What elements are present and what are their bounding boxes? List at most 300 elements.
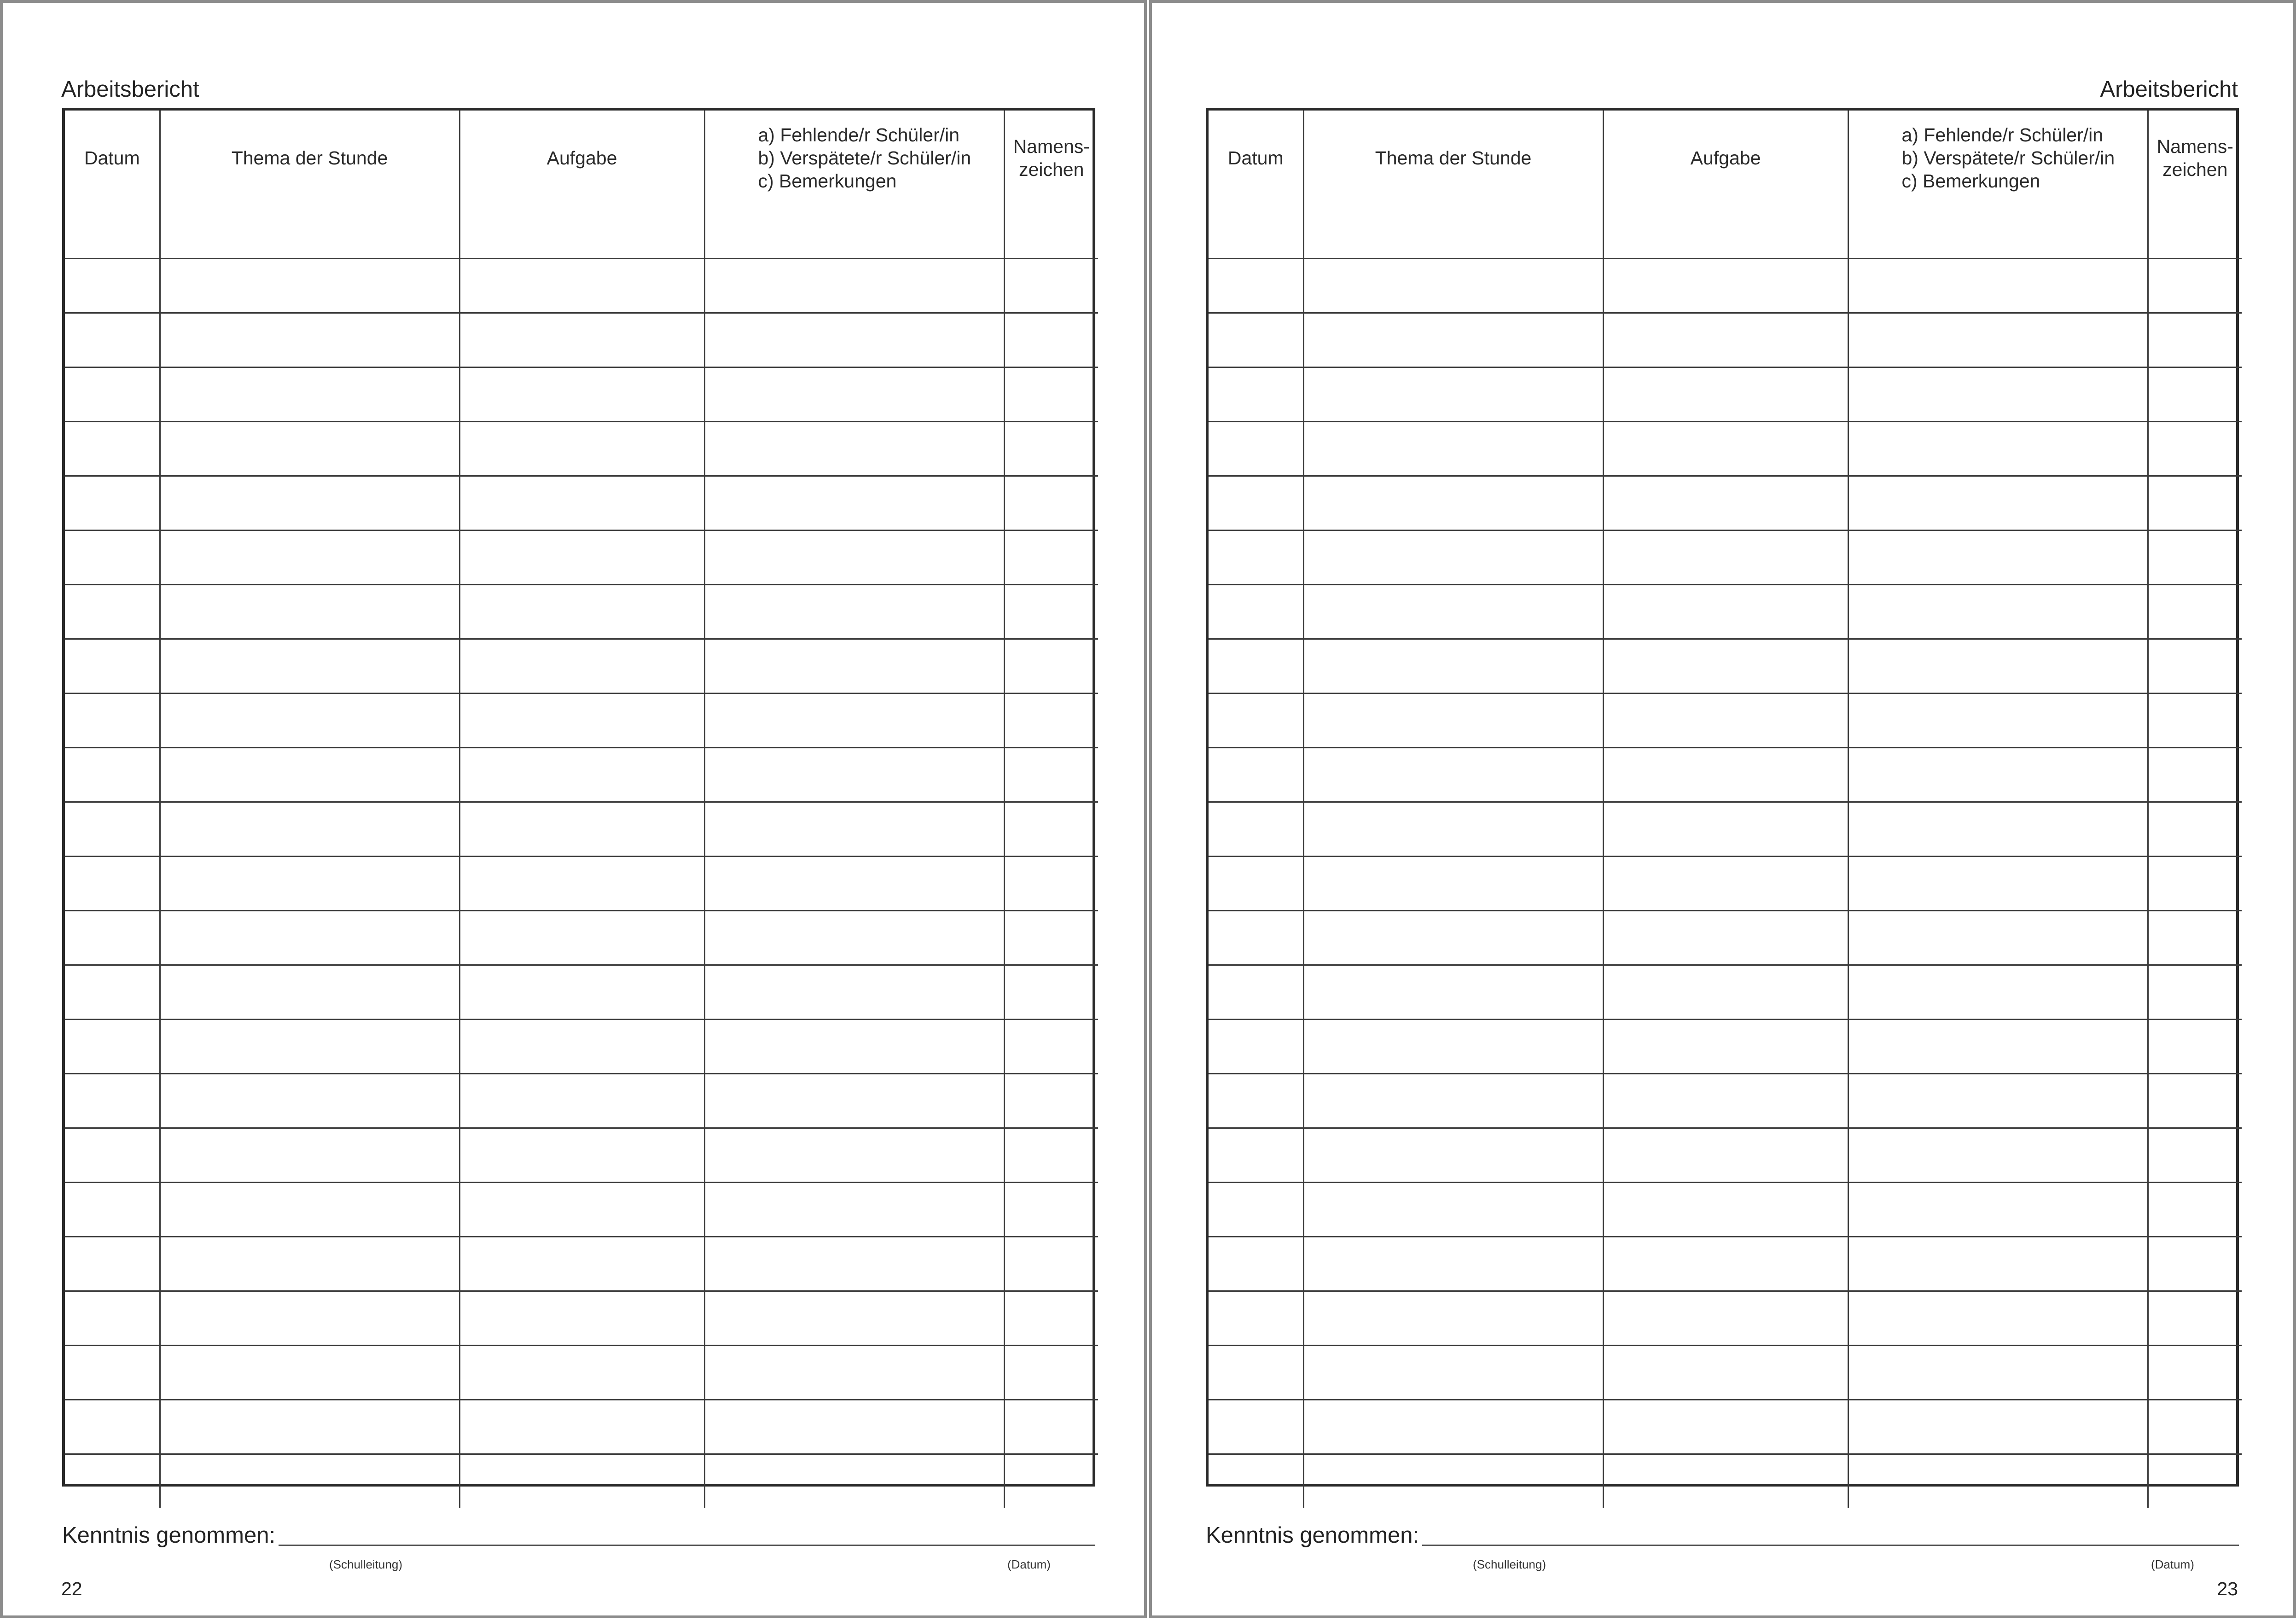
cell-thema[interactable]: [1303, 1128, 1603, 1183]
header-absence-line: a) Fehlende/r Schüler/in: [758, 124, 960, 146]
cell-datum[interactable]: [1209, 911, 1303, 965]
cell-aufgabe[interactable]: [1603, 748, 1848, 802]
cell-namenszeichen[interactable]: [2148, 694, 2242, 748]
cell-namenszeichen[interactable]: [2148, 1291, 2242, 1346]
signature-line[interactable]: [279, 1545, 1095, 1546]
cell-absence[interactable]: [704, 259, 1004, 313]
cell-aufgabe[interactable]: [1603, 585, 1848, 639]
cell-absence[interactable]: [1848, 1020, 2148, 1074]
cell-thema[interactable]: [1303, 1291, 1603, 1346]
cell-aufgabe[interactable]: [459, 802, 704, 857]
cell-namenszeichen[interactable]: [1004, 965, 1098, 1020]
cell-absence[interactable]: [704, 313, 1004, 367]
cell-absence[interactable]: [704, 1237, 1004, 1291]
cell-namenszeichen[interactable]: [1004, 1128, 1098, 1183]
cell-thema[interactable]: [160, 639, 459, 694]
table-row: [65, 694, 1098, 748]
cell-namenszeichen[interactable]: [1004, 585, 1098, 639]
table-row: [1209, 1346, 2242, 1400]
cell-datum[interactable]: [65, 639, 160, 694]
cell-absence[interactable]: [1848, 422, 2148, 476]
cell-absence[interactable]: [1848, 1128, 2148, 1183]
cell-absence[interactable]: [1848, 313, 2148, 367]
cell-absence[interactable]: [704, 802, 1004, 857]
cell-thema[interactable]: [160, 1237, 459, 1291]
cell-thema[interactable]: [160, 1128, 459, 1183]
cell-absence[interactable]: [704, 639, 1004, 694]
cell-thema[interactable]: [1303, 1346, 1603, 1400]
table-row: [65, 1346, 1098, 1400]
cell-aufgabe[interactable]: [1603, 259, 1848, 313]
cell-aufgabe[interactable]: [1603, 911, 1848, 965]
cell-absence[interactable]: [1848, 1291, 2148, 1346]
table-row: [1209, 1020, 2242, 1074]
table-row: [65, 367, 1098, 422]
cell-aufgabe[interactable]: [1603, 367, 1848, 422]
cell-datum[interactable]: [1209, 639, 1303, 694]
table-row: [65, 313, 1098, 367]
cell-absence[interactable]: [1848, 911, 2148, 965]
table-row: [1209, 1400, 2242, 1454]
cell-thema[interactable]: [1303, 531, 1603, 585]
cell-thema[interactable]: [160, 1454, 459, 1508]
cell-absence[interactable]: [1848, 1237, 2148, 1291]
cell-absence[interactable]: [704, 205, 1004, 259]
cell-thema[interactable]: [1303, 694, 1603, 748]
cell-thema[interactable]: [1303, 313, 1603, 367]
cell-aufgabe[interactable]: [459, 205, 704, 259]
cell-aufgabe[interactable]: [1603, 422, 1848, 476]
cell-namenszeichen[interactable]: [2148, 802, 2242, 857]
cell-datum[interactable]: [65, 585, 160, 639]
cell-absence[interactable]: [1848, 531, 2148, 585]
table-row: [65, 802, 1098, 857]
cell-datum[interactable]: [65, 1291, 160, 1346]
cell-absence[interactable]: [704, 367, 1004, 422]
cell-datum[interactable]: [1209, 422, 1303, 476]
cell-aufgabe[interactable]: [459, 367, 704, 422]
cell-namenszeichen[interactable]: [2148, 748, 2242, 802]
cell-aufgabe[interactable]: [1603, 1128, 1848, 1183]
cell-namenszeichen[interactable]: [1004, 1400, 1098, 1454]
cell-namenszeichen[interactable]: [1004, 1454, 1098, 1508]
cell-datum[interactable]: [65, 1183, 160, 1237]
cell-thema[interactable]: [160, 802, 459, 857]
table-row: [65, 422, 1098, 476]
cell-absence[interactable]: [704, 1291, 1004, 1346]
cell-thema[interactable]: [160, 313, 459, 367]
cell-thema[interactable]: [1303, 585, 1603, 639]
cell-thema[interactable]: [160, 1183, 459, 1237]
cell-absence[interactable]: [704, 748, 1004, 802]
cell-thema[interactable]: [1303, 802, 1603, 857]
cell-thema[interactable]: [1303, 476, 1603, 531]
cell-thema[interactable]: [160, 1400, 459, 1454]
cell-namenszeichen[interactable]: [2148, 422, 2242, 476]
cell-absence[interactable]: [704, 531, 1004, 585]
cell-aufgabe[interactable]: [1603, 857, 1848, 911]
cell-datum[interactable]: [65, 857, 160, 911]
table-row: [65, 476, 1098, 531]
table-row: [65, 1291, 1098, 1346]
cell-absence[interactable]: [1848, 1346, 2148, 1400]
cell-datum[interactable]: [1209, 1183, 1303, 1237]
cell-thema[interactable]: [1303, 1237, 1603, 1291]
table-header-row: [65, 111, 1098, 205]
cell-datum[interactable]: [65, 367, 160, 422]
report-table: [1206, 108, 2239, 1487]
cell-namenszeichen[interactable]: [1004, 1183, 1098, 1237]
cell-aufgabe[interactable]: [1603, 1183, 1848, 1237]
cell-namenszeichen[interactable]: [1004, 1346, 1098, 1400]
cell-absence[interactable]: [704, 422, 1004, 476]
report-table: [62, 108, 1095, 1487]
cell-aufgabe[interactable]: [459, 639, 704, 694]
cell-absence[interactable]: [1848, 748, 2148, 802]
header-datum: Datum: [1209, 111, 1303, 205]
cell-namenszeichen[interactable]: [2148, 911, 2242, 965]
cell-namenszeichen[interactable]: [1004, 367, 1098, 422]
cell-datum[interactable]: [1209, 1237, 1303, 1291]
cell-namenszeichen[interactable]: [2148, 965, 2242, 1020]
cell-datum[interactable]: [1209, 1128, 1303, 1183]
cell-absence[interactable]: [1848, 857, 2148, 911]
cell-absence[interactable]: [1848, 1074, 2148, 1128]
signoff-sub-datum: (Datum): [1007, 1557, 1051, 1571]
cell-absence[interactable]: [704, 911, 1004, 965]
cell-aufgabe[interactable]: [1603, 1074, 1848, 1128]
cell-thema[interactable]: [1303, 857, 1603, 911]
cell-absence[interactable]: [1848, 585, 2148, 639]
cell-absence[interactable]: [1848, 1400, 2148, 1454]
cell-aufgabe[interactable]: [459, 857, 704, 911]
cell-aufgabe[interactable]: [1603, 313, 1848, 367]
cell-namenszeichen[interactable]: [1004, 422, 1098, 476]
cell-namenszeichen[interactable]: [1004, 1074, 1098, 1128]
cell-thema[interactable]: [160, 476, 459, 531]
cell-datum[interactable]: [65, 1346, 160, 1400]
cell-aufgabe[interactable]: [1603, 476, 1848, 531]
cell-absence[interactable]: [1848, 205, 2148, 259]
cell-absence[interactable]: [704, 476, 1004, 531]
table-row: [1209, 1237, 2242, 1291]
cell-datum[interactable]: [65, 965, 160, 1020]
cell-thema[interactable]: [1303, 639, 1603, 694]
table-row: [1209, 422, 2242, 476]
cell-namenszeichen[interactable]: [1004, 748, 1098, 802]
page-title: Arbeitsbericht: [2100, 77, 2238, 102]
cell-absence[interactable]: [1848, 965, 2148, 1020]
header-namenszeichen: [1004, 111, 1098, 205]
cell-thema[interactable]: [160, 1074, 459, 1128]
table-row: [1209, 748, 2242, 802]
cell-thema[interactable]: [160, 748, 459, 802]
cell-namenszeichen[interactable]: [1004, 205, 1098, 259]
cell-datum[interactable]: [65, 313, 160, 367]
cell-aufgabe[interactable]: [459, 1020, 704, 1074]
cell-thema[interactable]: [160, 857, 459, 911]
signature-line[interactable]: [1422, 1545, 2239, 1546]
table-row: [1209, 585, 2242, 639]
cell-absence[interactable]: [1848, 639, 2148, 694]
cell-absence[interactable]: [704, 857, 1004, 911]
cell-namenszeichen[interactable]: [1004, 476, 1098, 531]
cell-datum[interactable]: [1209, 1346, 1303, 1400]
cell-datum[interactable]: [1209, 531, 1303, 585]
header-namenszeichen-line: zeichen: [2162, 158, 2228, 180]
table-row: [65, 1454, 1098, 1508]
cell-namenszeichen[interactable]: [2148, 259, 2242, 313]
cell-aufgabe[interactable]: [459, 1128, 704, 1183]
cell-aufgabe[interactable]: [459, 911, 704, 965]
cell-absence[interactable]: [1848, 259, 2148, 313]
cell-aufgabe[interactable]: [459, 476, 704, 531]
signoff-sub-schulleitung: (Schulleitung): [329, 1557, 402, 1571]
cell-absence[interactable]: [1848, 802, 2148, 857]
cell-aufgabe[interactable]: [1603, 1346, 1848, 1400]
cell-aufgabe[interactable]: [1603, 1454, 1848, 1508]
table-row: [65, 1237, 1098, 1291]
cell-thema[interactable]: [160, 422, 459, 476]
table-row: [1209, 857, 2242, 911]
cell-namenszeichen[interactable]: [2148, 585, 2242, 639]
cell-datum[interactable]: [1209, 1020, 1303, 1074]
cell-aufgabe[interactable]: [1603, 965, 1848, 1020]
cell-aufgabe[interactable]: [459, 1183, 704, 1237]
cell-absence[interactable]: [1848, 367, 2148, 422]
cell-namenszeichen[interactable]: [1004, 1291, 1098, 1346]
table-row: [1209, 476, 2242, 531]
table-row: [65, 205, 1098, 259]
cell-thema[interactable]: [160, 1020, 459, 1074]
cell-datum[interactable]: [65, 1128, 160, 1183]
cell-thema[interactable]: [160, 585, 459, 639]
cell-namenszeichen[interactable]: [2148, 1128, 2242, 1183]
cell-datum[interactable]: [65, 476, 160, 531]
page-title: Arbeitsbericht: [61, 77, 199, 102]
cell-datum[interactable]: [1209, 313, 1303, 367]
table-row: [65, 911, 1098, 965]
signoff-sub-schulleitung: (Schulleitung): [1473, 1557, 1546, 1571]
cell-datum[interactable]: [1209, 748, 1303, 802]
header-absence-line: b) Verspätete/r Schüler/in: [758, 147, 971, 169]
signoff-label: Kenntnis genommen:: [1206, 1523, 1419, 1548]
cell-absence[interactable]: [1848, 1454, 2148, 1508]
cell-absence[interactable]: [704, 1346, 1004, 1400]
cell-namenszeichen[interactable]: [1004, 694, 1098, 748]
cell-thema[interactable]: [1303, 1020, 1603, 1074]
cell-thema[interactable]: [160, 965, 459, 1020]
table-row: [65, 259, 1098, 313]
table-row: [1209, 639, 2242, 694]
cell-datum[interactable]: [65, 531, 160, 585]
header-absence: [704, 111, 1004, 205]
cell-datum[interactable]: [65, 205, 160, 259]
cell-aufgabe[interactable]: [459, 748, 704, 802]
cell-absence[interactable]: [704, 585, 1004, 639]
cell-datum[interactable]: [1209, 694, 1303, 748]
cell-thema[interactable]: [160, 531, 459, 585]
cell-aufgabe[interactable]: [459, 313, 704, 367]
cell-aufgabe[interactable]: [1603, 1291, 1848, 1346]
header-namenszeichen: [2148, 111, 2242, 205]
cell-datum[interactable]: [65, 1237, 160, 1291]
cell-namenszeichen[interactable]: [1004, 802, 1098, 857]
right-page: [1149, 0, 2296, 1618]
cell-absence[interactable]: [704, 1074, 1004, 1128]
cell-thema[interactable]: [160, 1346, 459, 1400]
cell-thema[interactable]: [160, 911, 459, 965]
cell-thema[interactable]: [160, 205, 459, 259]
cell-namenszeichen[interactable]: [2148, 857, 2242, 911]
cell-aufgabe[interactable]: [459, 422, 704, 476]
cell-thema[interactable]: [1303, 367, 1603, 422]
table-row: [1209, 531, 2242, 585]
cell-absence[interactable]: [704, 1020, 1004, 1074]
cell-namenszeichen[interactable]: [1004, 259, 1098, 313]
header-thema: Thema der Stunde: [160, 111, 459, 205]
cell-namenszeichen[interactable]: [2148, 1454, 2242, 1508]
cell-thema[interactable]: [160, 694, 459, 748]
header-absence: [1848, 111, 2148, 205]
cell-aufgabe[interactable]: [1603, 205, 1848, 259]
cell-absence[interactable]: [704, 1400, 1004, 1454]
table-row: [1209, 694, 2242, 748]
cell-aufgabe[interactable]: [1603, 1020, 1848, 1074]
cell-namenszeichen[interactable]: [1004, 1020, 1098, 1074]
cell-datum[interactable]: [1209, 205, 1303, 259]
cell-namenszeichen[interactable]: [2148, 476, 2242, 531]
cell-aufgabe[interactable]: [459, 1346, 704, 1400]
cell-namenszeichen[interactable]: [1004, 857, 1098, 911]
cell-aufgabe[interactable]: [459, 259, 704, 313]
header-aufgabe: Aufgabe: [459, 111, 704, 205]
cell-datum[interactable]: [65, 422, 160, 476]
cell-thema[interactable]: [1303, 1074, 1603, 1128]
cell-thema[interactable]: [1303, 205, 1603, 259]
cell-absence[interactable]: [704, 1183, 1004, 1237]
cell-datum[interactable]: [1209, 476, 1303, 531]
cell-thema[interactable]: [1303, 422, 1603, 476]
cell-thema[interactable]: [160, 1291, 459, 1346]
cell-absence[interactable]: [704, 965, 1004, 1020]
header-absence-line: c) Bemerkungen: [1901, 170, 2040, 192]
cell-thema[interactable]: [1303, 1183, 1603, 1237]
cell-datum[interactable]: [65, 1074, 160, 1128]
cell-namenszeichen[interactable]: [1004, 639, 1098, 694]
table-row: [1209, 1074, 2242, 1128]
header-aufgabe: Aufgabe: [1603, 111, 1848, 205]
cell-datum[interactable]: [1209, 367, 1303, 422]
cell-datum[interactable]: [1209, 585, 1303, 639]
cell-aufgabe[interactable]: [1603, 531, 1848, 585]
cell-thema[interactable]: [1303, 965, 1603, 1020]
cell-datum[interactable]: [1209, 802, 1303, 857]
cell-namenszeichen[interactable]: [2148, 531, 2242, 585]
table-row: [65, 531, 1098, 585]
cell-absence[interactable]: [704, 1454, 1004, 1508]
header-thema: Thema der Stunde: [1303, 111, 1603, 205]
cell-datum[interactable]: [65, 1454, 160, 1508]
cell-aufgabe[interactable]: [1603, 802, 1848, 857]
cell-thema[interactable]: [1303, 1400, 1603, 1454]
left-page: [0, 0, 1147, 1618]
cell-namenszeichen[interactable]: [2148, 367, 2242, 422]
cell-absence[interactable]: [1848, 694, 2148, 748]
cell-namenszeichen[interactable]: [2148, 1400, 2242, 1454]
cell-aufgabe[interactable]: [1603, 1400, 1848, 1454]
cell-thema[interactable]: [1303, 911, 1603, 965]
cell-thema[interactable]: [160, 259, 459, 313]
cell-datum[interactable]: [1209, 965, 1303, 1020]
cell-namenszeichen[interactable]: [2148, 205, 2242, 259]
table-row: [65, 1074, 1098, 1128]
cell-namenszeichen[interactable]: [1004, 911, 1098, 965]
cell-namenszeichen[interactable]: [1004, 1237, 1098, 1291]
cell-namenszeichen[interactable]: [1004, 313, 1098, 367]
cell-absence[interactable]: [1848, 476, 2148, 531]
cell-absence[interactable]: [704, 694, 1004, 748]
cell-namenszeichen[interactable]: [2148, 1237, 2242, 1291]
cell-datum[interactable]: [65, 748, 160, 802]
cell-aufgabe[interactable]: [1603, 1237, 1848, 1291]
cell-datum[interactable]: [1209, 1291, 1303, 1346]
cell-aufgabe[interactable]: [459, 1400, 704, 1454]
cell-datum[interactable]: [1209, 1454, 1303, 1508]
cell-aufgabe[interactable]: [459, 694, 704, 748]
cell-namenszeichen[interactable]: [2148, 1074, 2242, 1128]
cell-datum[interactable]: [1209, 1400, 1303, 1454]
cell-aufgabe[interactable]: [459, 1291, 704, 1346]
cell-namenszeichen[interactable]: [1004, 531, 1098, 585]
cell-datum[interactable]: [1209, 259, 1303, 313]
cell-datum[interactable]: [65, 911, 160, 965]
cell-aufgabe[interactable]: [1603, 639, 1848, 694]
cell-thema[interactable]: [1303, 748, 1603, 802]
table-row: [65, 965, 1098, 1020]
cell-datum[interactable]: [1209, 857, 1303, 911]
cell-thema[interactable]: [1303, 259, 1603, 313]
signoff-section: [62, 1522, 1095, 1587]
cell-aufgabe[interactable]: [459, 1454, 704, 1508]
cell-absence[interactable]: [704, 1128, 1004, 1183]
cell-thema[interactable]: [160, 367, 459, 422]
cell-namenszeichen[interactable]: [2148, 1020, 2242, 1074]
cell-thema[interactable]: [1303, 1454, 1603, 1508]
cell-aufgabe[interactable]: [1603, 694, 1848, 748]
table-row: [65, 1128, 1098, 1183]
cell-datum[interactable]: [65, 694, 160, 748]
cell-namenszeichen[interactable]: [2148, 1346, 2242, 1400]
cell-datum[interactable]: [65, 259, 160, 313]
signoff-section: [1206, 1522, 2239, 1587]
cell-absence[interactable]: [1848, 1183, 2148, 1237]
cell-aufgabe[interactable]: [459, 531, 704, 585]
cell-aufgabe[interactable]: [459, 965, 704, 1020]
cell-namenszeichen[interactable]: [2148, 1183, 2242, 1237]
cell-aufgabe[interactable]: [459, 585, 704, 639]
cell-datum[interactable]: [65, 1020, 160, 1074]
table-row: [1209, 1291, 2242, 1346]
cell-datum[interactable]: [1209, 1074, 1303, 1128]
cell-namenszeichen[interactable]: [2148, 313, 2242, 367]
cell-aufgabe[interactable]: [459, 1074, 704, 1128]
cell-datum[interactable]: [65, 1400, 160, 1454]
cell-datum[interactable]: [65, 802, 160, 857]
cell-namenszeichen[interactable]: [2148, 639, 2242, 694]
signoff-label: Kenntnis genommen:: [62, 1523, 276, 1548]
cell-aufgabe[interactable]: [459, 1237, 704, 1291]
